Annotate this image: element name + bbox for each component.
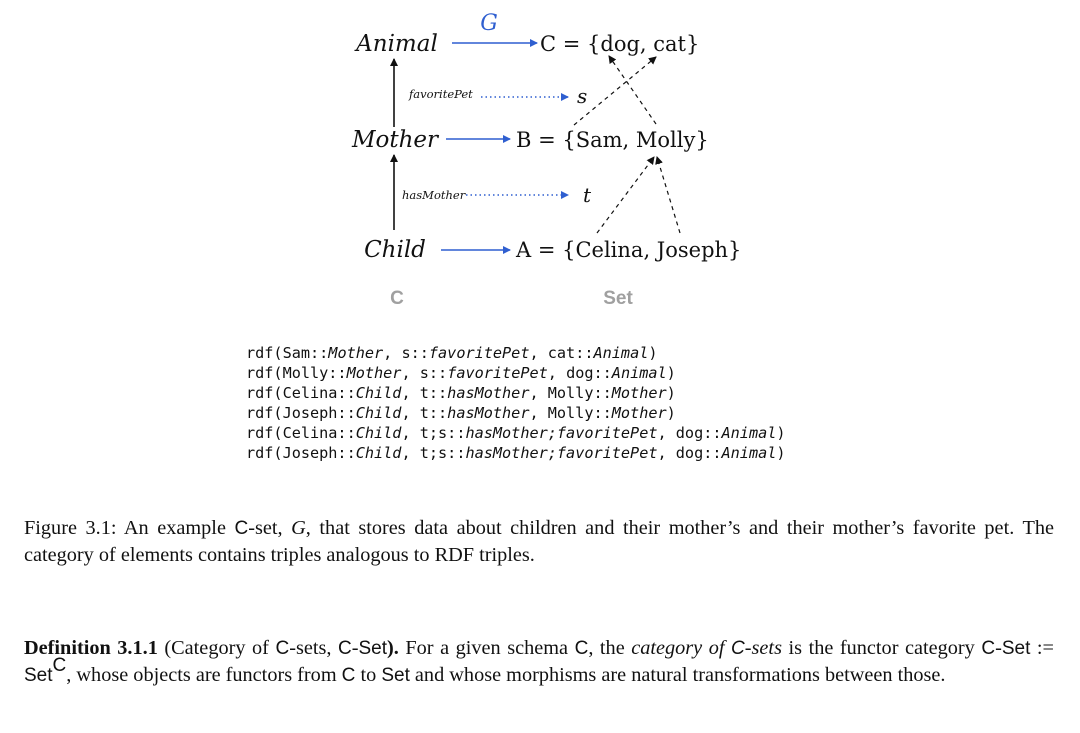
- code-line: rdf(Celina::Child, t::hasMother, Molly::Mother): [246, 384, 676, 402]
- function-s: s: [577, 84, 588, 108]
- set-c: C = {dog, cat}: [540, 32, 700, 56]
- dashed-arrow-molly-to-dog: [609, 56, 656, 124]
- code-line: rdf(Sam::Mother, s::favoritePet, cat::Animal): [246, 344, 658, 362]
- category-label-set: Set: [603, 288, 633, 309]
- object-child: Child: [364, 237, 426, 263]
- dashed-arrow-celina-to-molly: [597, 157, 654, 233]
- dashed-arrow-joseph-to-molly: [657, 157, 680, 233]
- function-t: t: [583, 183, 592, 207]
- set-a: A = {Celina, Joseph}: [516, 238, 742, 262]
- object-animal: Animal: [356, 31, 438, 57]
- category-diagram: [0, 0, 1080, 320]
- category-label-schema: C: [390, 288, 404, 309]
- figure-caption: Figure 3.1: An example C-set, G, that stores data about children and their mother’s and their mother’s favorite pet. The category of elements contains triples analogous to RDF triples.: [24, 517, 1054, 566]
- code-line: rdf(Celina::Child, t;s::hasMother;favoritePet, dog::Animal): [246, 424, 786, 442]
- definition-heading: Definition 3.1.1: [24, 637, 158, 659]
- set-b: B = {Sam, Molly}: [516, 128, 709, 152]
- rdf-triples-code: [246, 343, 786, 463]
- object-mother: Mother: [351, 127, 439, 153]
- morphism-label-favorite-pet: favoritePet: [409, 87, 473, 101]
- code-line: rdf(Molly::Mother, s::favoritePet, dog::Animal): [246, 364, 676, 382]
- code-line: rdf(Joseph::Child, t::hasMother, Molly::Mother): [246, 404, 676, 422]
- morphism-label-has-mother: hasMother: [402, 188, 466, 202]
- definition-3-1-1: Definition 3.1.1 (Category of C-sets, C-Set). For a given schema C, the category of C-sets is the functor category C-Set := Set$^C$, whose objects are functors from C to Set and whose morphisms are natural transformations between those.: [24, 637, 1054, 686]
- code-line: rdf(Joseph::Child, t;s::hasMother;favoritePet, dog::Animal): [246, 444, 786, 462]
- functor-label: G: [480, 11, 498, 36]
